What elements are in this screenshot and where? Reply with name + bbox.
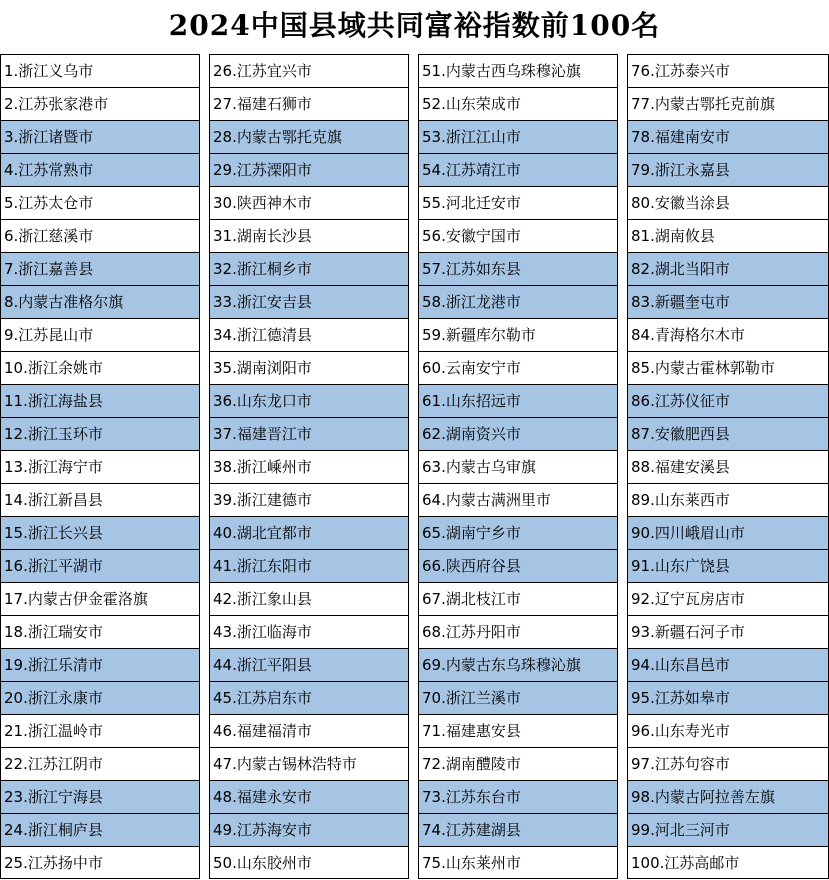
table-cell: 15.浙江长兴县 [0,516,200,549]
table-cell: 25.江苏扬中市 [0,846,200,879]
table-cell: 87.安徽肥西县 [627,417,829,450]
table-cell: 21.浙江温岭市 [0,714,200,747]
table-cell: 64.内蒙古满洲里市 [418,483,618,516]
table-cell: 58.浙江龙港市 [418,285,618,318]
table-cell: 11.浙江海盐县 [0,384,200,417]
table-cell: 89.山东莱西市 [627,483,829,516]
table-cell: 56.安徽宁国市 [418,219,618,252]
table-cell: 60.云南安宁市 [418,351,618,384]
table-cell: 9.江苏昆山市 [0,318,200,351]
table-cell: 68.江苏丹阳市 [418,615,618,648]
table-cell: 63.内蒙古乌审旗 [418,450,618,483]
table-cell: 28.内蒙古鄂托克旗 [209,120,409,153]
table-cell: 26.江苏宜兴市 [209,54,409,87]
table-cell: 69.内蒙古东乌珠穆沁旗 [418,648,618,681]
table-cell: 70.浙江兰溪市 [418,681,618,714]
table-cell: 99.河北三河市 [627,813,829,846]
table-cell: 8.内蒙古准格尔旗 [0,285,200,318]
table-cell: 13.浙江海宁市 [0,450,200,483]
table-cell: 24.浙江桐庐县 [0,813,200,846]
table-cell: 82.湖北当阳市 [627,252,829,285]
table-cell: 57.江苏如东县 [418,252,618,285]
page-title: 2024中国县域共同富裕指数前100名 [168,9,661,42]
table-cell: 12.浙江玉环市 [0,417,200,450]
table-cell: 37.福建晋江市 [209,417,409,450]
table-cell: 30.陕西神木市 [209,186,409,219]
table-cell: 42.浙江象山县 [209,582,409,615]
table-cell: 33.浙江安吉县 [209,285,409,318]
table-cell: 32.浙江桐乡市 [209,252,409,285]
table-cell: 95.江苏如皋市 [627,681,829,714]
table-cell: 34.浙江德清县 [209,318,409,351]
table-cell: 27.福建石狮市 [209,87,409,120]
table-cell: 90.四川峨眉山市 [627,516,829,549]
table-cell: 48.福建永安市 [209,780,409,813]
table-cell: 38.浙江嵊州市 [209,450,409,483]
table-cell: 3.浙江诸暨市 [0,120,200,153]
ranking-table [0,54,829,879]
table-cell: 91.山东广饶县 [627,549,829,582]
table-cell: 65.湖南宁乡市 [418,516,618,549]
table-cell: 10.浙江余姚市 [0,351,200,384]
table-cell: 100.江苏高邮市 [627,846,829,879]
table-cell: 7.浙江嘉善县 [0,252,200,285]
table-cell: 92.辽宁瓦房店市 [627,582,829,615]
table-cell: 4.江苏常熟市 [0,153,200,186]
table-cell: 53.浙江江山市 [418,120,618,153]
table-cell: 47.内蒙古锡林浩特市 [209,747,409,780]
table-cell: 41.浙江东阳市 [209,549,409,582]
table-cell: 86.江苏仪征市 [627,384,829,417]
table-cell: 14.浙江新昌县 [0,483,200,516]
table-cell: 75.山东莱州市 [418,846,618,879]
table-cell: 59.新疆库尔勒市 [418,318,618,351]
table-cell: 72.湖南醴陵市 [418,747,618,780]
table-cell: 43.浙江临海市 [209,615,409,648]
table-cell: 19.浙江乐清市 [0,648,200,681]
table-cell: 94.山东昌邑市 [627,648,829,681]
table-cell: 54.江苏靖江市 [418,153,618,186]
table-cell: 97.江苏句容市 [627,747,829,780]
table-cell: 39.浙江建德市 [209,483,409,516]
table-cell: 46.福建福清市 [209,714,409,747]
table-cell: 5.江苏太仓市 [0,186,200,219]
table-cell: 76.江苏泰兴市 [627,54,829,87]
table-cell: 61.山东招远市 [418,384,618,417]
table-cell: 51.内蒙古西乌珠穆沁旗 [418,54,618,87]
table-cell: 80.安徽当涂县 [627,186,829,219]
table-cell: 22.江苏江阴市 [0,747,200,780]
table-cell: 20.浙江永康市 [0,681,200,714]
table-cell: 74.江苏建湖县 [418,813,618,846]
table-cell: 29.江苏溧阳市 [209,153,409,186]
table-cell: 85.内蒙古霍林郭勒市 [627,351,829,384]
table-cell: 55.河北迁安市 [418,186,618,219]
table-cell: 84.青海格尔木市 [627,318,829,351]
table-cell: 77.内蒙古鄂托克前旗 [627,87,829,120]
table-cell: 1.浙江义乌市 [0,54,200,87]
table-cell: 52.山东荣成市 [418,87,618,120]
table-cell: 78.福建南安市 [627,120,829,153]
table-cell: 83.新疆奎屯市 [627,285,829,318]
table-cell: 17.内蒙古伊金霍洛旗 [0,582,200,615]
table-cell: 49.江苏海安市 [209,813,409,846]
table-cell: 81.湖南攸县 [627,219,829,252]
table-cell: 93.新疆石河子市 [627,615,829,648]
table-cell: 35.湖南浏阳市 [209,351,409,384]
table-cell: 66.陕西府谷县 [418,549,618,582]
table-cell: 73.江苏东台市 [418,780,618,813]
table-cell: 40.湖北宜都市 [209,516,409,549]
table-cell: 45.江苏启东市 [209,681,409,714]
table-cell: 62.湖南资兴市 [418,417,618,450]
table-cell: 2.江苏张家港市 [0,87,200,120]
table-cell: 67.湖北枝江市 [418,582,618,615]
table-cell: 71.福建惠安县 [418,714,618,747]
table-cell: 88.福建安溪县 [627,450,829,483]
table-cell: 36.山东龙口市 [209,384,409,417]
table-cell: 31.湖南长沙县 [209,219,409,252]
table-cell: 44.浙江平阳县 [209,648,409,681]
table-cell: 18.浙江瑞安市 [0,615,200,648]
table-cell: 96.山东寿光市 [627,714,829,747]
table-cell: 50.山东胶州市 [209,846,409,879]
table-cell: 98.内蒙古阿拉善左旗 [627,780,829,813]
table-cell: 23.浙江宁海县 [0,780,200,813]
table-cell: 16.浙江平湖市 [0,549,200,582]
table-cell: 79.浙江永嘉县 [627,153,829,186]
table-cell: 6.浙江慈溪市 [0,219,200,252]
